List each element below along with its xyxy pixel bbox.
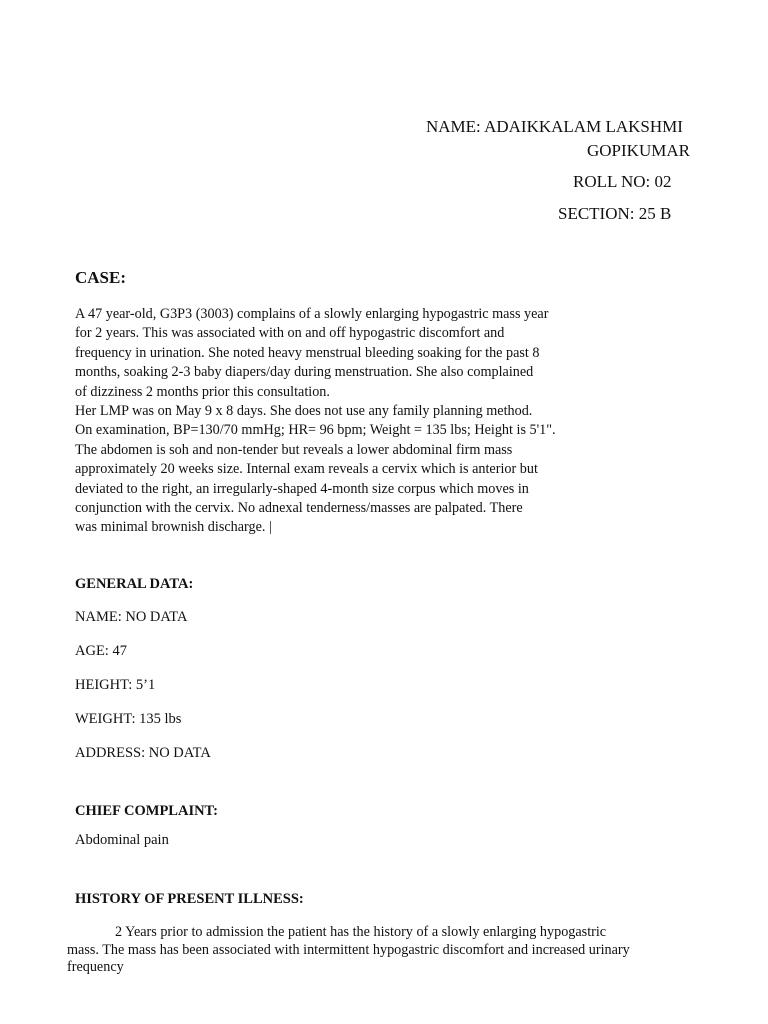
- case-line: approximately 20 weeks size. Internal exam reveals a cervix which is anterior but: [75, 461, 538, 478]
- case-line: was minimal brownish discharge. |: [75, 519, 272, 536]
- patient-weight-field: WEIGHT: 135 lbs: [75, 711, 182, 727]
- hpi-heading: HISTORY OF PRESENT ILLNESS:: [75, 891, 304, 907]
- student-name-line-2: GOPIKUMAR: [587, 141, 690, 160]
- case-line: Her LMP was on May 9 x 8 days. She does not use any family planning method.: [75, 403, 533, 420]
- section: SECTION: 25 B: [558, 204, 672, 223]
- case-line: deviated to the right, an irregularly-shaped 4-month size corpus which moves in: [75, 480, 529, 497]
- roll-number: ROLL NO: 02: [573, 172, 672, 191]
- case-paragraph: [75, 305, 635, 538]
- student-name-line-1: NAME: ADAIKKALAM LAKSHMI: [426, 117, 683, 136]
- case-line: for 2 years. This was associated with on and off hypogastric discomfort and: [75, 325, 505, 342]
- chief-complaint-heading: CHIEF COMPLAINT:: [75, 803, 218, 819]
- chief-complaint-text: Abdominal pain: [75, 832, 169, 848]
- case-line: The abdomen is soh and non-tender but reveals a lower abdominal firm mass: [75, 441, 513, 458]
- hpi-paragraph: [67, 924, 707, 977]
- hpi-line: frequency: [67, 959, 124, 975]
- patient-address-field: ADDRESS: NO DATA: [75, 745, 211, 761]
- hpi-line: mass. The mass has been associated with intermittent hypogastric discomfort and increased urinary: [67, 941, 630, 958]
- case-line: A 47 year-old, G3P3 (3003) complains of a slowly enlarging hypogastric mass year: [75, 306, 549, 322]
- patient-name-field: NAME: NO DATA: [75, 609, 188, 625]
- hpi-line: 2 Years prior to admission the patient has the history of a slowly enlarging hypogastric: [115, 924, 607, 940]
- general-data-heading: GENERAL DATA:: [75, 576, 194, 592]
- case-heading: CASE:: [75, 268, 127, 287]
- case-line: frequency in urination. She noted heavy menstrual bleeding soaking for the past 8: [75, 344, 540, 361]
- case-line: of dizziness 2 months prior this consultation.: [75, 383, 330, 400]
- patient-height-field: HEIGHT: 5’1: [75, 677, 156, 693]
- patient-age-field: AGE: 47: [75, 643, 127, 659]
- case-line: months, soaking 2-3 baby diapers/day during menstruation. She also complained: [75, 364, 534, 381]
- case-line: On examination, BP=130/70 mmHg; HR= 96 bpm; Weight = 135 lbs; Height is 5'1".: [75, 422, 556, 439]
- case-line: conjunction with the cervix. No adnexal tenderness/masses are palpated. There: [75, 500, 523, 517]
